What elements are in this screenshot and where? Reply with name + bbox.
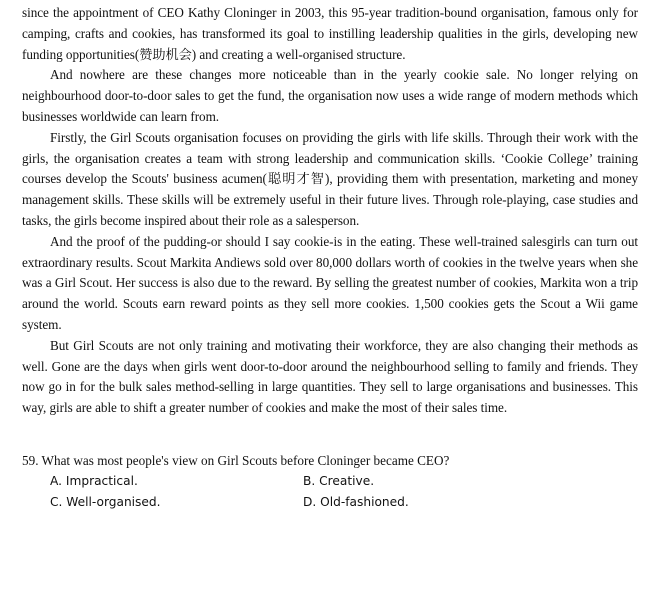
option-b: B. Creative.	[303, 474, 375, 488]
option-c: C. Well-organised.	[50, 495, 161, 509]
reading-passage	[22, 3, 638, 419]
option-d: D. Old-fashioned.	[303, 495, 409, 509]
paragraph-4: And the proof of the pudding-or should I say cookie-is in the eating. These well-trained salesgirls can turn out extraordinary results. Scout Markita Andiews sold over 80,000 dollars worth of cookies in the twelve years when she was a Girl Scout. Her success is also due to the reward. By selling the greatest number of cookies, Markita won a trip around the world. Scouts earn reward points as they sell more cookies. 1,500 cookies gets the Scout a Wii game system.	[22, 233, 638, 332]
paragraph-1: since the appointment of CEO Kathy Cloninger in 2003, this 95-year tradition-bound organisation, famous only for camping, crafts and cookies, has transformed its goal to instilling leadership qualities in the girls, developing new funding opportunities(赞助机会) and creating a well-organised structure.	[22, 5, 638, 62]
paragraph-3: Firstly, the Girl Scouts organisation focuses on providing the girls with life skills. Through their work with the girls, the organisation creates a team with strong leadership and communication skills. ‘Cookie College’ training courses develop the Scouts' business acumen(聪明才智), providing them with presentation, marketing and money management skills. These skills will be extremely useful in their future lives. Through role-playing, case studies and tasks, the girls become inspired about their role as a salesperson.	[22, 129, 638, 228]
question-59: 59. What was most people's view on Girl Scouts before Cloninger became CEO?	[22, 453, 450, 468]
paragraph-5: But Girl Scouts are not only training and motivating their workforce, they are also changing their methods as well. Gone are the days when girls went door-to-door around the neighbourhood selling to family and friends. They now go in for the bulk sales method-selling in large quantities. They sell to large organisations and businesses. This way, girls are able to shift a greater number of cookies and make the most of their sales time.	[22, 337, 638, 416]
paragraph-2: And nowhere are these changes more noticeable than in the yearly cookie sale. No longer relying on neighbourhood door-to-door sales to get the fund, the organisation now uses a wide range of modern methods which businesses worldwide can learn from.	[22, 67, 638, 124]
option-a: A. Impractical.	[50, 474, 138, 488]
